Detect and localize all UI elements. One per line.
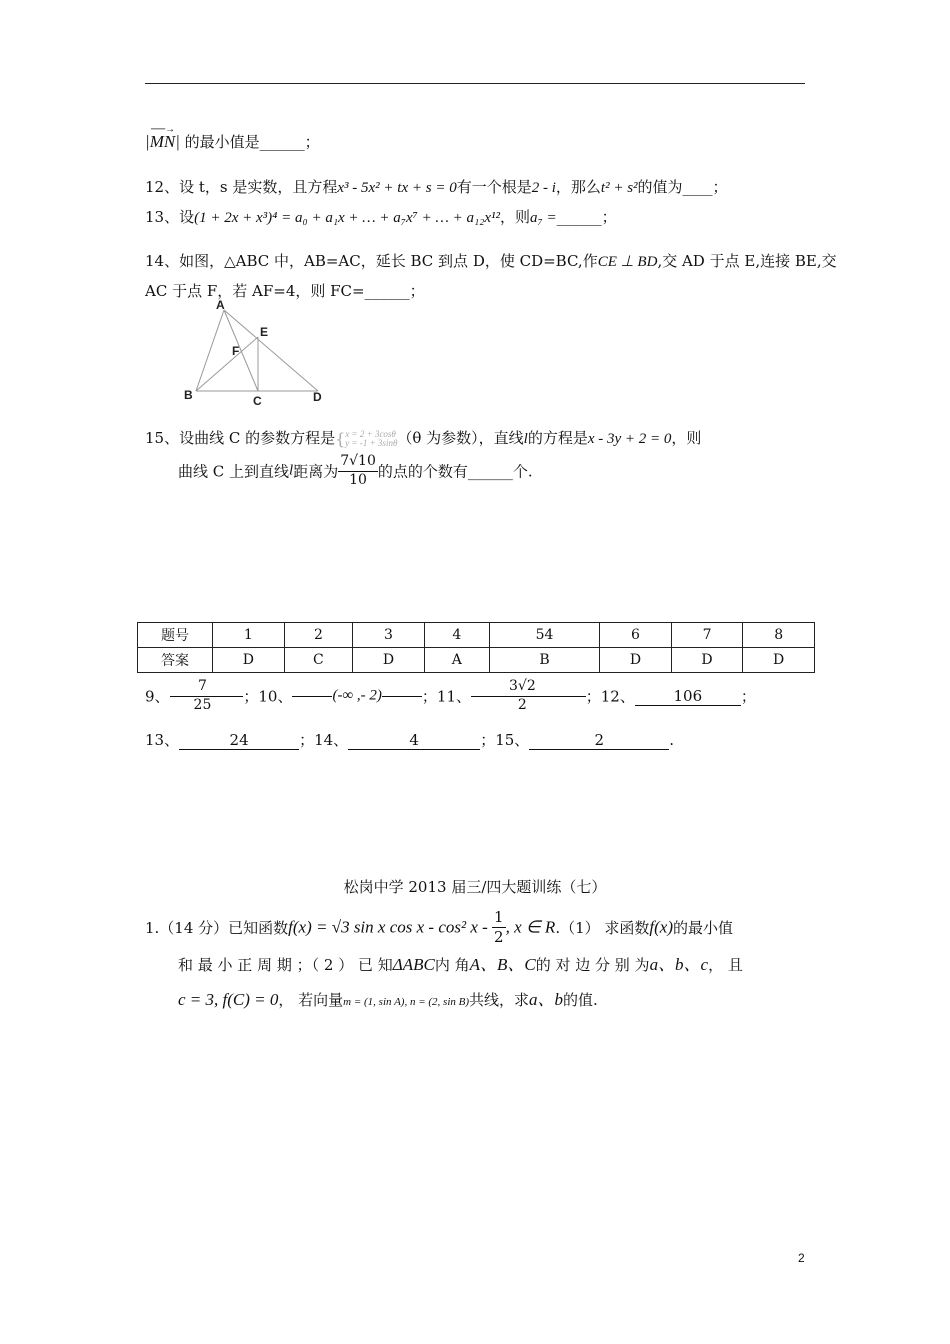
table-cell: 54 [489,623,599,648]
answer-13: 24 [179,731,299,750]
table-cell: 2 [284,623,353,648]
q13-expansion: (1 + 2x + x³)⁴ = a₀ + a₁x + … + a₇x⁷ + … + a₁₂x¹² [194,210,501,226]
label-f: F [232,344,240,358]
label-d: D [313,390,322,404]
table-cell: D [671,648,743,673]
table-cell: 1 [213,623,285,648]
question-11-text: 的最小值是______； [184,133,320,151]
distance-fraction: $\frac{7√10}{10}$ [340,453,376,488]
answer-11: $\frac{3√2}{2}$ [509,678,536,713]
fill-answers-line2: 13、 24 ；14、 4 ；15、 2 . [145,731,675,749]
label-a: A [216,298,225,312]
problem-1-line3: c = 3, f(C) = 0， 若向量m = (1, sin A), n = (2, sin B)共线，求a、b的值. [178,990,598,1009]
answer-9: $\frac{7}{25}$ [193,678,212,713]
answer-table [137,622,815,673]
label-e: E [260,325,269,339]
vector-mn-expr: | ──→ MN| [145,124,180,151]
table-row-numbers [138,623,815,648]
table-cell: 6 [600,623,672,648]
question-14-line2: AC 于点 F，若 AF=4，则 FC=______； [145,282,425,300]
function-definition: f(x) = √3 sin x cos x - cos² x - [288,917,493,937]
problem-1-line1: 1.（14 分）已知函数f(x) = √3 sin x cos x - cos² x - $\frac{1}{2}$ , x ∈ R.（1） 求函数f(x)的最小值 [145,908,734,946]
question-11-tail [145,124,320,152]
label-b: B [184,388,193,402]
table-answer-label: 答案 [138,648,213,673]
fill-answers-line1: 9、 $\frac{7}{25}$ ；10、 (-∞ ,- 2) ；11、 $\frac{3√2}{2}$ ；12、 106 ； [145,678,756,713]
question-15-line2: 曲线 C 上到直线l距离为 $\frac{7√10}{10}$ 的点的个数有______个. [178,453,533,488]
table-cell: D [600,648,672,673]
page-number: 2 [798,1251,805,1265]
table-cell: 8 [743,623,815,648]
header-rule [145,83,805,84]
table-cell: C [284,648,353,673]
question-15-line1: 15、设曲线 C 的参数方程是{ x = 2 + 3cosθ y = -1 + 3sinθ （θ 为参数），直线l的方程是x - 3y + 2 = 0，则 [145,429,702,449]
table-cell: B [489,648,599,673]
question-13: 13、设(1 + 2x + x³)⁴ = a₀ + a₁x + … + a₇x⁷ + … + a₁₂x¹²，则a₇ =______； [145,208,617,226]
question-12: 12、设 t，s 是实数，且方程x³ - 5x² + tx + s = 0有一个根是2 - i，那么t² + s²的值为____； [145,178,728,196]
segment-ac [224,310,258,391]
table-cell: D [743,648,815,673]
q14-perp: CE ⊥ BD [597,254,658,270]
section-title: 松岗中学 2013 届三/四大题训练（七） [343,878,607,896]
answer-15: 2 [529,731,669,750]
answer-12: 106 [635,687,741,706]
q15-param-system: { x = 2 + 3cosθ y = -1 + 3sinθ [335,429,398,449]
answer-14: 4 [348,731,480,750]
vector-expression: m = (1, sin A), n = (2, sin B) [343,996,470,1008]
table-cell: D [353,648,425,673]
label-c: C [253,394,262,408]
half-fraction: $\frac{1}{2}$ [494,908,504,946]
q12-equation: x³ - 5x² + tx + s = 0 [337,180,457,196]
table-cell: 4 [424,623,489,648]
problem-1-line2: 和 最 小 正 周 期 ；（ 2 ） 已 知ΔABC内 角A、B、C的 对 边 分 别 为a、b、c， 且 [178,955,743,974]
triangle-figure [180,296,330,408]
table-header-label: 题号 [138,623,213,648]
answer-10: (-∞ ,- 2) [332,687,382,704]
table-cell: 7 [671,623,743,648]
table-cell: D [213,648,285,673]
table-row-answers [138,648,815,673]
table-cell: A [424,648,489,673]
question-14-line1: 14、如图，△ABC 中，AB=AC，延长 BC 到点 D，使 CD=BC,作CE ⊥ BD,交 AD 于点 E,连接 BE,交 [145,252,837,270]
table-cell: 3 [353,623,425,648]
